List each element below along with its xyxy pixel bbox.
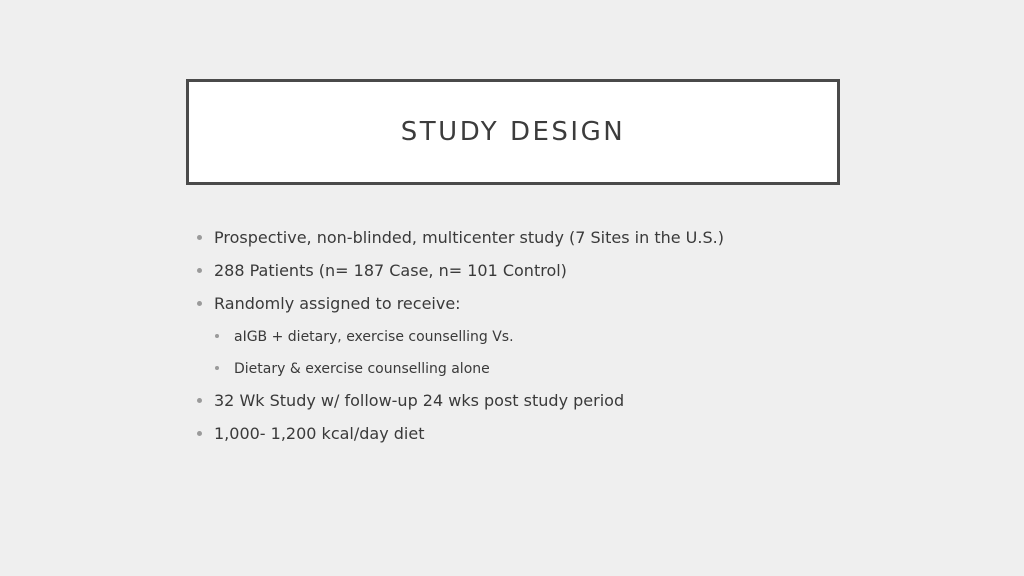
bullet-item <box>196 290 916 323</box>
bullet-text: Randomly assigned to receive: <box>214 294 461 313</box>
sub-bullet-dot-icon <box>215 366 219 370</box>
bullet-dot-icon <box>197 268 202 273</box>
bullet-item <box>196 257 916 290</box>
bullet-text: Prospective, non-blinded, multicenter study (7 Sites in the U.S.) <box>214 228 724 247</box>
bullet-item <box>196 387 916 420</box>
bullet-text: 32 Wk Study w/ follow-up 24 wks post study period <box>214 391 625 410</box>
bullet-dot-icon <box>197 301 202 306</box>
sub-bullet-text: aIGB + dietary, exercise counselling Vs. <box>234 329 514 345</box>
bullet-list <box>196 224 916 453</box>
bullet-dot-icon <box>197 398 202 403</box>
sub-bullet-item <box>196 323 916 355</box>
bullet-dot-icon <box>197 235 202 240</box>
title-box <box>186 79 840 185</box>
bullet-dot-icon <box>197 431 202 436</box>
sub-bullet-item <box>196 355 916 387</box>
bullet-text: 1,000- 1,200 kcal/day diet <box>214 424 425 443</box>
bullet-item <box>196 224 916 257</box>
slide-title: STUDY DESIGN <box>400 117 626 147</box>
bullet-text: 288 Patients (n= 187 Case, n= 101 Control) <box>214 261 567 280</box>
sub-bullet-dot-icon <box>215 334 219 338</box>
bullet-item <box>196 420 916 453</box>
sub-bullet-text: Dietary & exercise counselling alone <box>234 361 490 377</box>
